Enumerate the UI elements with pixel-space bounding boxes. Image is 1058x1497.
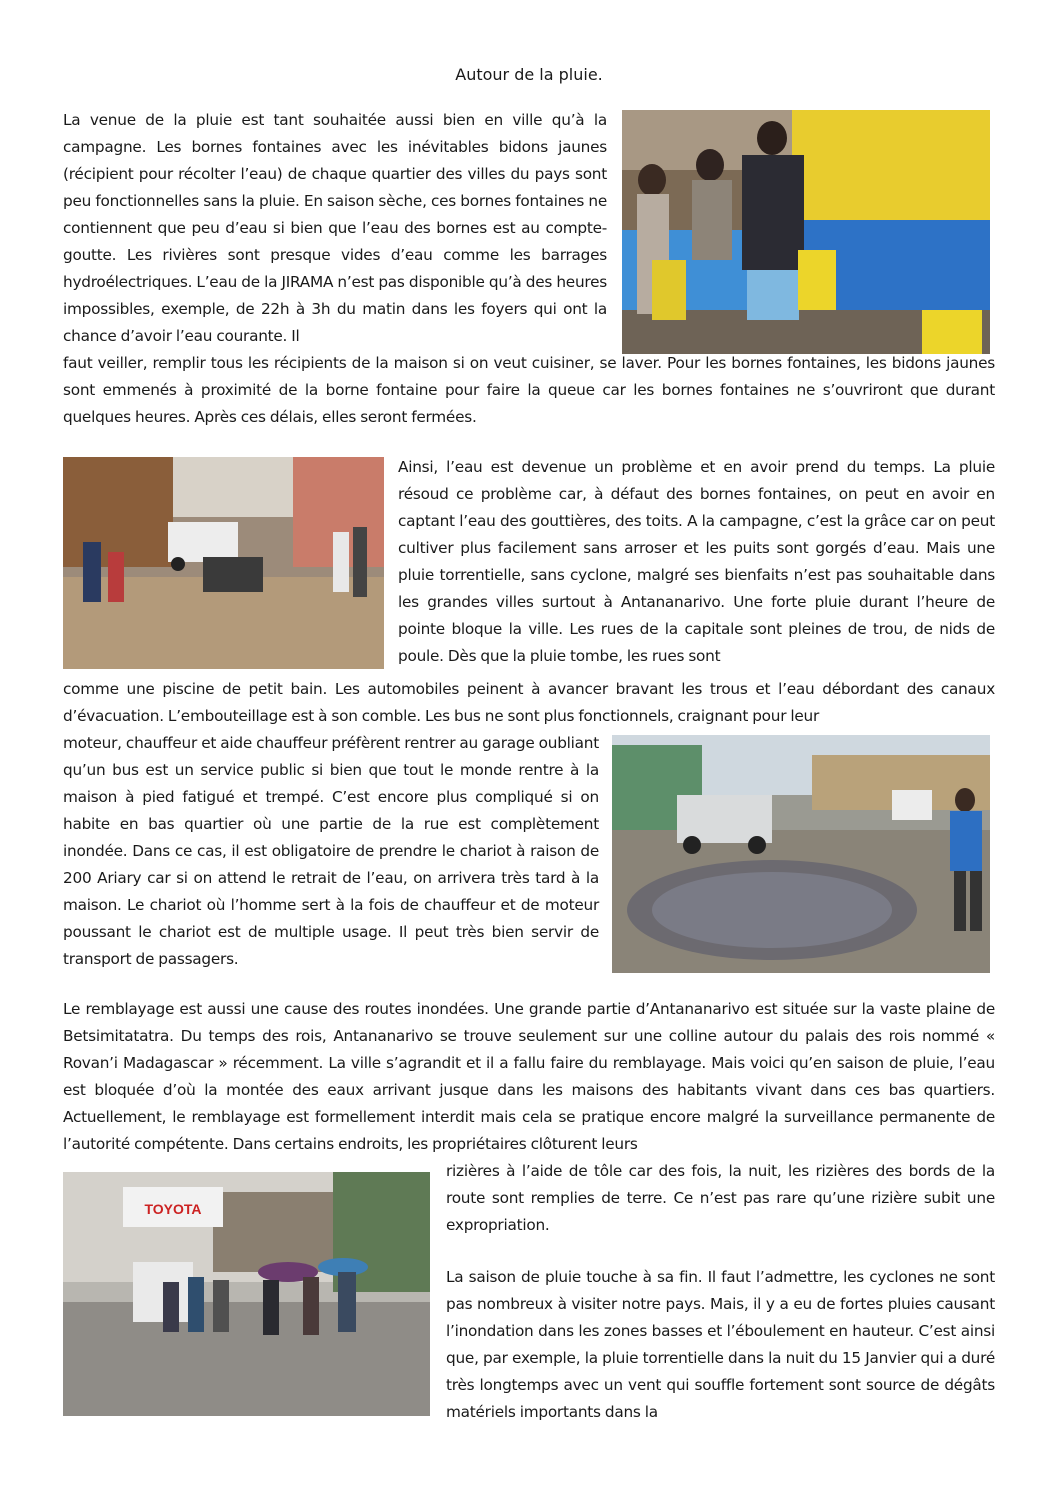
- paragraph-2-end: moteur, chauffeur et aide chauffeur préfèrent rentrer au garage oubliant qu’un bus est un service public si bien que tout le monde rentre à la maison à pied fatigué et trempé. C’est encore plus compliqué si on habite en bas quartier où une partie de la rue est complètement inondée. Dans ce cas, il est obligatoire de prendre le chariot à raison de 200 Ariary car si on attend le retrait de l’eau, on arrivera très tard à la maison. Le chariot où l’homme sert à la fois de chauffeur et de moteur poussant le chariot est de multiple usage. Il peut très bien servir de transport de passagers.: [63, 734, 599, 968]
- photo-water-fountain: [622, 110, 990, 354]
- paragraph-2-middle: comme une piscine de petit bain. Les automobiles peinent à avancer bravant les trous et l’eau débordant des canaux d’évacuation. L’embouteillage est à son comble. Les bus ne sont plus fonctionnels, craignant pour leur: [63, 680, 995, 725]
- paragraph-1-rest: faut veiller, remplir tous les récipients de la maison si on veut cuisiner, se laver. Pour les bornes fontaines, les bidons jaunes sont emmenés à proximité de la borne fontaine pour faire la queue car les bornes fontaines ne s’ouvriront que durant quelques heures. Après ces délais, elles seront fermées.: [63, 354, 995, 426]
- toyota-sign-text: TOYOTA: [144, 1201, 202, 1217]
- paragraph-2-intro: Ainsi, l’eau est devenue un problème et en avoir prend du temps. La pluie résoud ce problème car, à défaut des bornes fontaines, on peut en avoir en captant l’eau des gouttières, des toits. A la campagne, c’est la grâce car on peut cultiver plus facilement sans arroser et les puits sont gorgés d’eau. Mais une pluie torrentielle, sans cyclone, malgré ses bienfaits n’est pas souhaitable dans les grandes villes surtout à Antananarivo. Une forte pluie durant l’heure de pointe bloque la ville. Les rues de la capitale sont pleines de trou, de nids de poule. Dès que la pluie tombe, les rues sont: [398, 458, 995, 665]
- paragraph-4: La saison de pluie touche à sa fin. Il faut l’admettre, les cyclones ne sont pas nombreux à visiter notre pays. Mais, il y a eu de fortes pluies causant l’inondation dans les zones basses et l’éboulement en hauteur. C’est ainsi que, par exemple, la pluie torrentielle dans la nuit du 15 Janvier qui a duré très longtemps avec un vent qui souffle fortement sont source de dégâts matériels importants dans la: [446, 1268, 995, 1421]
- photo-pothole-road: [612, 735, 990, 973]
- paragraph-1-intro: La venue de la pluie est tant souhaitée aussi bien en ville qu’à la campagne. Les bornes fontaines avec les inévitables bidons jaunes (récipient pour récolter l’eau) de chaque quartier des villes du pays sont peu fonctionnelles sans la pluie. En saison sèche, ces bornes fontaines ne contiennent que peu d’eau si bien que l’eau des bornes est au compte-goutte. Les rivières sont presque vides d’eau comme les barrages hydroélectriques. L’eau de la JIRAMA n’est pas disponible qu’à des heures impossibles, exemple, de 22h à 3h du matin dans les foyers qui ont la chance d’avoir l’eau courante. Il: [63, 111, 607, 345]
- photo-rain-crowd: [63, 1172, 430, 1416]
- paragraph-3-wrap: rizières à l’aide de tôle car des fois, la nuit, les rizières des bords de la route sont remplies de terre. Ce n’est pas rare qu’une rizière subit une expropriation.: [446, 1162, 995, 1234]
- paragraph-3-main: Le remblayage est aussi une cause des routes inondées. Une grande partie d’Antananarivo est située sur la vaste plaine de Betsimitatatra. Du temps des rois, Antananarivo se trouve seulement sur une colline autour du palais des rois nommé « Rovan’i Madagascar » récemment. La ville s’agrandit et il a fallu faire du remblayage. Mais voici qu’en saison de pluie, l’eau est bloquée d’où la montée des eaux arrivant jusque dans les maisons des habitants vivant dans ces bas quartiers. Actuellement, le remblayage est formellement interdit mais cela se pratique encore malgré la surveillance permanente de l’autorité compétente. Dans certains endroits, les propriétaires clôturent leurs: [63, 1000, 995, 1153]
- page-title: Autour de la pluie.: [455, 65, 603, 84]
- photo-flooded-street: [63, 457, 384, 669]
